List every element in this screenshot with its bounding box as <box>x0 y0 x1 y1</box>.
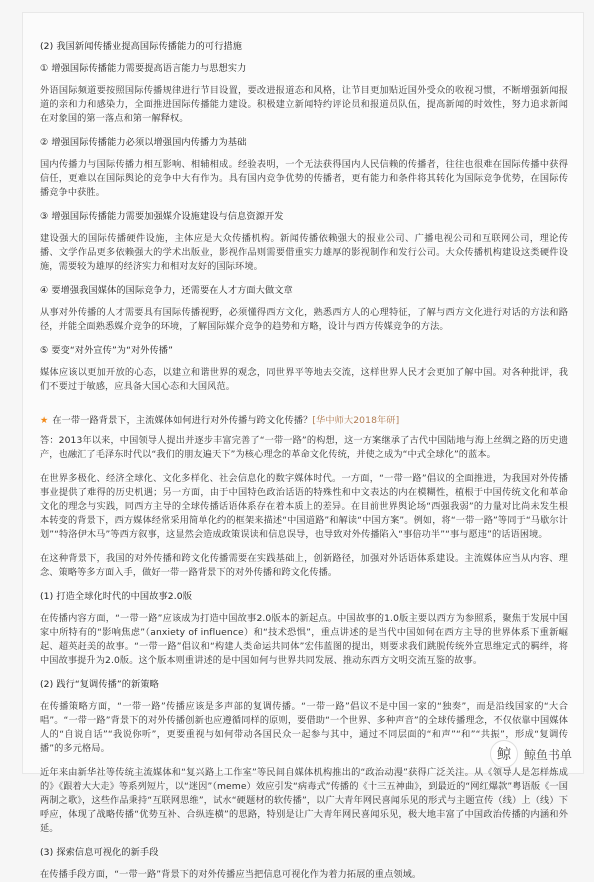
question-source-tag: [华中师大2018年研] <box>312 415 399 426</box>
section-heading: (2) 践行“复调传播”的新策略 <box>40 678 568 692</box>
paragraph: 在传播手段方面，“一带一路”背景下的对外传播应当把信息可视化作为着力拓展的重点领域。 <box>40 868 568 882</box>
section-heading: ③ 增强国际传播能力需要加强媒介设施建设与信息资源开发 <box>40 210 568 224</box>
whale-icon: 鲸 <box>490 740 518 768</box>
question-text: 在一带一路背景下，主流媒体如何进行对外传播与跨文化传播？ <box>52 415 312 426</box>
star-icon: ★ <box>40 415 48 426</box>
section-heading: ① 增强国际传播能力需要提高语言能力与思想实力 <box>40 62 568 76</box>
paragraph: 答：2013年以来，中国领导人提出并逐步丰富完善了“一带一路”的构想，这一方案继承了古代中国陆地与海上丝绸之路的历史遗产，也融汇了毛泽东时代以“我们的朋友遍天下”为核心理念的革命文化传统，并使之成为“中式全球化”的蓝本。 <box>40 434 568 462</box>
paragraph: 在传播策略方面，“一带一路”传播应该是多声部的复调传播。“一带一路”倡议不是中国一家的“独奏”，而是沿线国家的“大合唱”。“一带一路”背景下的对外传播创新也应遵循同样的原则，要借助“一个世界、多种声音”的全球传播理念，不仅依靠中国媒体人的“自说自话”“我说你听”，更要重视与如何带动各国民众一起参与其中，通过不同层面的“和声”“和”“共振”，形成“复调传播”的多元格局。 <box>40 700 568 756</box>
section-heading: ⑤ 要变“对外宣传”为“对外传播” <box>40 344 568 358</box>
watermark-logo <box>490 740 572 768</box>
section-heading: ④ 要增强我国媒体的国际竞争力，还需要在人才方面大做文章 <box>40 284 568 298</box>
paragraph: 从事对外传播的人才需要具有国际传播视野，必须懂得西方文化，熟悉西方人的心理特征，了解与西方文化进行对话的方法和路径，并能全面熟悉媒介竞争的环境，了解国际媒介竞争的趋势和方略，设计与西方传媒竞争的方法。 <box>40 306 568 334</box>
paragraph: 近年来由新华社等传统主流媒体和“复兴路上工作室”等民间自媒体机构推出的“政治动漫”获得广泛关注。从《领导人是怎样炼成的》《跟着大大走》等系列短片，以“迷因”（meme）效应引发“病毒式”传播的《十三五神曲》，到最近的“网红爆款”粤语版《一国两制之歌》，这些作品秉持“互联网思维”，试水“硬题材的软传播”，以广大青年网民喜闻乐见的形式与主题宣传（线）上（线）下呼应，体现了战略传播“优势互补、合纵连横”的思路，特别是让广大青年网民喜闻乐见，极大地丰富了中国政治传播的内涵和外延。 <box>40 766 568 836</box>
paragraph: 在世界多极化、经济全球化、文化多样化、社会信息化的数字媒体时代。一方面，“一带一路”倡议的全面推进，为我国对外传播事业提供了难得的历史机遇；另一方面，由于中国特色政治话语的特殊性和中文表达的内在模糊性，植根于中国传统文化和革命文化的理念与实践，同西方主导的全球传播话语体系存在着本质上的差异。在目前世界舆论场“西强我弱”的力量对比尚未发生根本转变的背景下，西方媒体经常采用简单化约的框架来描述“中国道路”和解读“中国方案”。例如，将“一带一路”等同于“马歇尔计划”“特洛伊木马”等西方叙事，这显然会造成政策误读和信息误导，也导致对外传播陷入“事倍功半”“事与愿违”的话语困境。 <box>40 472 568 542</box>
paragraph: 在传播内容方面，“一带一路”应该成为打造中国故事2.0版本的新起点。中国故事的1.0版主要以西方为参照系，聚焦于发展中国家中所特有的“影响焦虑”（anxiety of influence）和“技术恐惧”，重点讲述的是当代中国如何在西方主导的世界体系下重新崛起、超英赶美的故事。“一带一路”倡议和“构建人类命运共同体”宏伟蓝图的提出，则要求我们跳脱传统外宣思维定式的羁绊，将中国故事提升为2.0版。这个版本则重讲述的是中国如何与世界共同发展、推动东西方文明交流互鉴的故事。 <box>40 612 568 668</box>
paragraph: 外语国际频道要按照国际传播规律进行节目设置，要改进报道态和风格，让节目更加贴近国外受众的收视习惯，不断增强新闻报道的亲和力和感染力，全面推进国际传播能力建设。积极建立新闻特约评论员和报道员队伍，提高新闻的时效性，努力追求新闻在对象国的第一落点和第一解释权。 <box>40 84 568 126</box>
question-line <box>40 414 568 428</box>
watermark-text: 鲸鱼书单 <box>524 746 572 763</box>
document-content <box>40 40 568 882</box>
section-separator <box>40 404 568 414</box>
paragraph: 国内传播力与国际传播力相互影响、相辅相成。经验表明，一个无法获得国内人民信赖的传播者，往往也很难在国际传播中获得信任，更难以在国际舆论的竞争中大有作为。具有国内竞争优势的传播者，更有能力和条件将其转化为国际竞争优势，在国际传播竞争中获胜。 <box>40 158 568 200</box>
section-heading: (3) 探索信息可视化的新手段 <box>40 846 568 860</box>
section-heading: (2) 我国新闻传播业提高国际传播能力的可行措施 <box>40 40 568 54</box>
paragraph: 媒体应该以更加开放的心态，以建立和谐世界的观念，同世界平等地去交流，这样世界人民才会更加了解中国。对各种批评，我们不要过于敏感，应具备大国心态和大国风范。 <box>40 366 568 394</box>
section-heading: (1) 打造全球化时代的中国故事2.0版 <box>40 590 568 604</box>
paragraph: 建设强大的国际传播硬件设施，主体应是大众传播机构。新闻传播依赖强大的报业公司、广播电视公司和互联网公司，理论传播、文学作品更多依赖强大的学术出版业，影视作品则需要借重实力雄厚的影视制作和发行公司。大众传播机构建设这类硬件设施，需要较为雄厚的经济实力和相对友好的国际环境。 <box>40 232 568 274</box>
paragraph: 在这种背景下，我国的对外传播和跨文化传播需要在实践基础上，创新路径，加强对外话语体系建设。主流媒体应当从内容、理念、策略等多方面入手，做好一带一路背景下的对外传播和跨文化传播。 <box>40 552 568 580</box>
section-heading: ② 增强国际传播能力必须以增强国内传播力为基础 <box>40 136 568 150</box>
